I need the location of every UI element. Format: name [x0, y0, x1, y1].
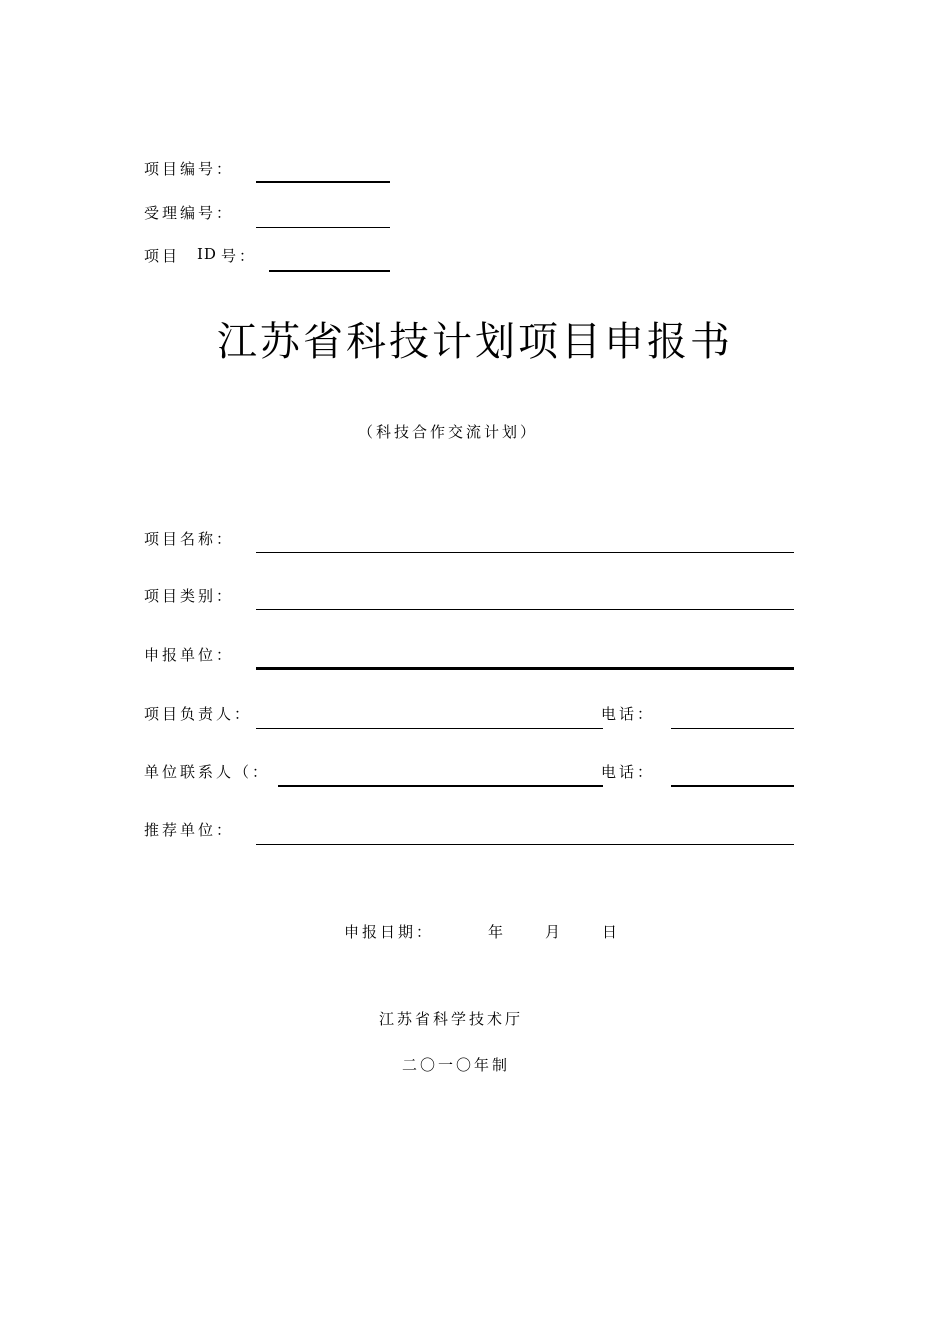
- project-leader-field[interactable]: [256, 728, 603, 729]
- date-year: 年: [488, 923, 507, 941]
- applicant-unit-field[interactable]: [256, 667, 794, 670]
- unit-contact-field[interactable]: [278, 785, 603, 787]
- project-leader-phone-field[interactable]: [671, 728, 794, 729]
- project-id-label-suffix: 号：: [221, 247, 258, 265]
- project-number-label: 项目编号：: [144, 160, 235, 178]
- project-leader-label: 项目负责人：: [144, 705, 253, 723]
- recommending-unit-field[interactable]: [256, 844, 794, 845]
- project-category-field[interactable]: [256, 609, 794, 610]
- unit-contact-phone-field[interactable]: [671, 785, 794, 787]
- date-day: 日: [602, 923, 621, 941]
- recommending-unit-label: 推荐单位：: [144, 821, 235, 839]
- project-id-label-id: ID: [197, 245, 217, 263]
- project-leader-phone-label: 电话：: [601, 705, 656, 723]
- project-name-label: 项目名称：: [144, 530, 235, 548]
- date-label: 申报日期：: [344, 923, 435, 941]
- applicant-unit-label: 申报单位：: [144, 646, 235, 664]
- unit-contact-phone-label: 电话：: [601, 763, 656, 781]
- project-number-field[interactable]: [256, 181, 390, 183]
- project-category-label: 项目类别：: [144, 587, 235, 605]
- document-subtitle: （科技合作交流计划）: [358, 423, 539, 441]
- issue-year: 二〇一〇年制: [402, 1056, 511, 1074]
- date-month: 月: [545, 923, 564, 941]
- acceptance-number-field[interactable]: [256, 227, 390, 228]
- unit-contact-label: 单位联系人（：: [144, 763, 271, 781]
- issuing-authority: 江苏省科学技术厅: [379, 1010, 524, 1028]
- project-name-field[interactable]: [256, 552, 794, 553]
- acceptance-number-label: 受理编号：: [144, 204, 235, 222]
- project-id-label-prefix: 项目: [144, 247, 181, 265]
- document-title: 江苏省科技计划项目申报书: [217, 319, 733, 365]
- project-id-field[interactable]: [269, 270, 390, 272]
